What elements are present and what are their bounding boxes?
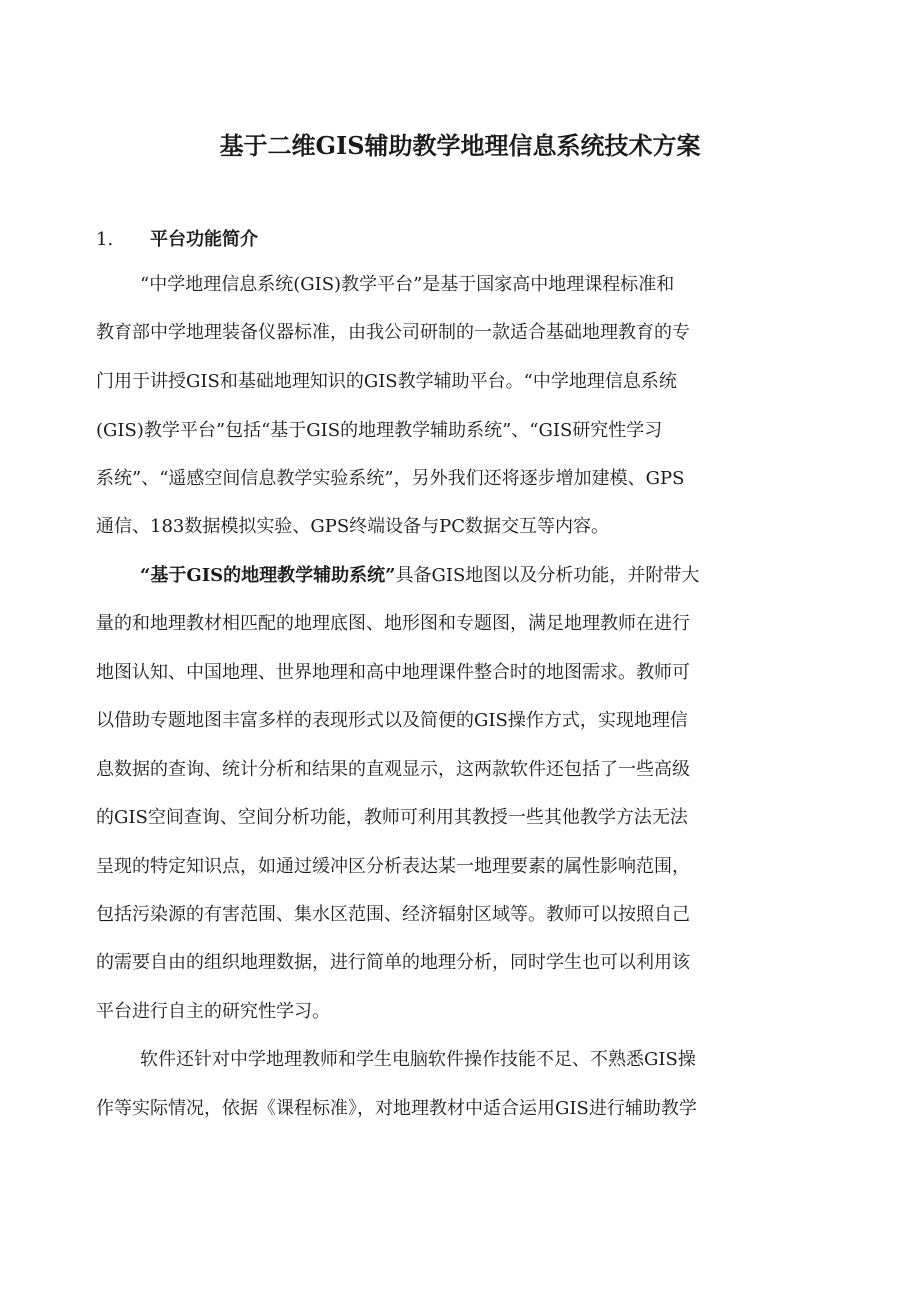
section-number: 1. — [96, 229, 114, 250]
paragraph-line: 教育部中学地理装备仪器标准，由我公司研制的一款适合基础地理教育的专 — [96, 322, 690, 343]
paragraph-line: 呈现的特定知识点，如通过缓冲区分析表达某一地理要素的属性影响范围， — [96, 856, 690, 877]
paragraph-line: 通信、183数据模拟实验、GPS终端设备与PC数据交互等内容。 — [96, 516, 610, 537]
paragraph-line: 的GIS空间查询、空间分析功能，教师可利用其教授一些其他教学方法无法 — [96, 807, 688, 828]
emphasis-text: “基于GIS的地理教学辅助系统” — [140, 565, 396, 586]
paragraph-text: 具备GIS地图以及分析功能，并附带大 — [395, 565, 700, 586]
paragraph-line: 的需要自由的组织地理数据，进行简单的地理分析，同时学生也可以利用该 — [96, 952, 690, 973]
document-title: 基于二维GIS辅助教学地理信息系统技术方案 — [219, 131, 701, 160]
paragraph-line: “中学地理信息系统(GIS)教学平台”是基于国家高中地理课程标准和 — [140, 274, 675, 295]
paragraph-line: 包括污染源的有害范围、集水区范围、经济辐射区域等。教师可以按照自己 — [96, 904, 690, 925]
section-heading — [96, 227, 258, 253]
paragraph-line: (GIS)教学平台”包括“基于GIS的地理教学辅助系统”、“GIS研究性学习 — [96, 420, 663, 441]
section-heading-text: 平台功能简介 — [150, 229, 258, 250]
paragraph-line: 平台进行自主的研究性学习。 — [96, 1001, 330, 1022]
paragraph-line: 以借助专题地图丰富多样的表现形式以及简便的GIS操作方式，实现地理信 — [96, 710, 688, 731]
paragraph-line: 地图认知、中国地理、世界地理和高中地理课件整合时的地图需求。教师可 — [96, 662, 690, 683]
paragraph-line: 系统”、“遥感空间信息教学实验系统”，另外我们还将逐步增加建模、GPS — [96, 468, 685, 489]
paragraph-line: 软件还针对中学地理教师和学生电脑软件操作技能不足、不熟悉GIS操 — [140, 1049, 696, 1070]
paragraph-line: 息数据的查询、统计分析和结果的直观显示，这两款软件还包括了一些高级 — [96, 759, 690, 780]
paragraph-line: 作等实际情况，依据《课程标准》，对地理教材中适合运用GIS进行辅助教学 — [96, 1098, 697, 1119]
paragraph-line: 量的和地理教材相匹配的地理底图、地形图和专题图，满足地理教师在进行 — [96, 613, 690, 634]
paragraph-line — [140, 563, 699, 589]
paragraph-line: 门用于讲授GIS和基础地理知识的GIS教学辅助平台。“中学地理信息系统 — [96, 371, 677, 392]
